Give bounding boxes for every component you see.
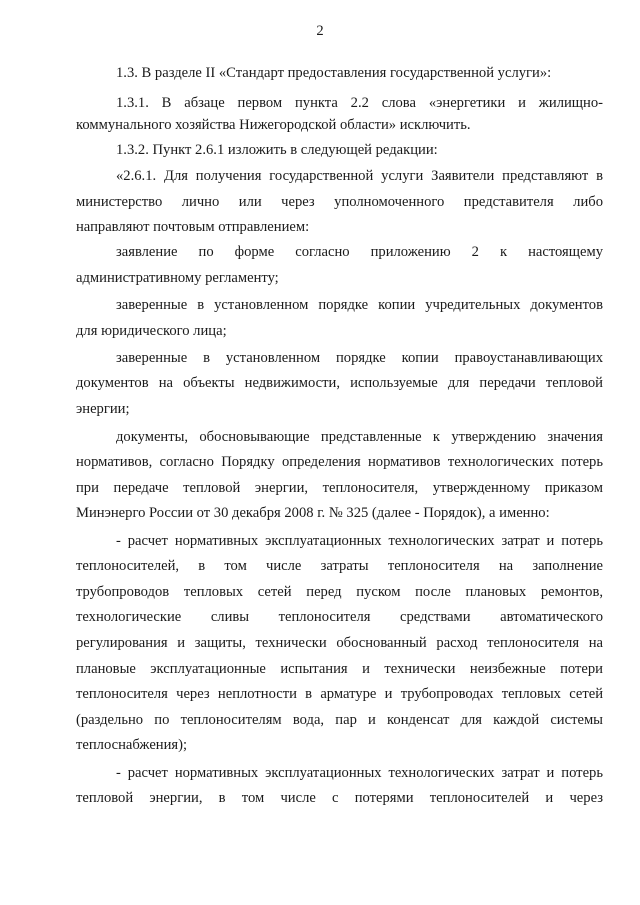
text-line: трубопроводов тепловых сетей перед пуском после плановых ремонтов, [76, 584, 603, 600]
text-line: технологические сливы теплоносителя средствами автоматического [76, 609, 603, 625]
text-line: коммунального хозяйства Нижегородской области» исключить. [76, 117, 471, 133]
text-line: тепловой энергии, в том числе с потерями теплоносителей и через [76, 790, 603, 806]
text-line: для юридического лица; [76, 323, 227, 339]
text-line: при передаче тепловой энергии, теплоносителя, утвержденному приказом [76, 480, 603, 496]
text-line: направляют почтовым отправлением: [76, 219, 310, 235]
text-line: 1.3. В разделе II «Стандарт предоставления государственной услуги»: [116, 65, 552, 81]
text-line: «2.6.1. Для получения государственной услуги Заявители представляют в [116, 168, 603, 184]
text-line: Минэнерго России от 30 декабря 2008 г. № 325 (далее - Порядок), а именно: [76, 505, 550, 521]
text-line: - расчет нормативных эксплуатационных технологических затрат и потерь [116, 533, 603, 549]
text-line: 1.3.1. В абзаце первом пункта 2.2 слова «энергетики и жилищно- [116, 95, 603, 111]
text-line: теплоносителя через неплотности в арматуре и трубопроводах тепловых сетей [76, 686, 603, 702]
text-line: - расчет нормативных эксплуатационных технологических затрат и потерь [116, 765, 603, 781]
text-line: теплоносителей, в том числе затраты теплоносителя на заполнение [76, 558, 603, 574]
text-line: заверенные в установленном порядке копии правоустанавливающих [116, 350, 603, 366]
text-line: документов на объекты недвижимости, используемые для передачи тепловой [76, 375, 603, 391]
text-line: заверенные в установленном порядке копии учредительных документов [116, 297, 603, 313]
text-line: административному регламенту; [76, 270, 279, 286]
text-line: нормативов, согласно Порядку определения нормативов технологических потерь [76, 454, 603, 470]
text-line: (раздельно по теплоносителям вода, пар и конденсат для каждой системы [76, 712, 603, 728]
text-line: энергии; [76, 401, 130, 417]
text-line: министерство лично или через уполномоченного представителя либо [76, 194, 603, 210]
text-line: 1.3.2. Пункт 2.6.1 изложить в следующей редакции: [116, 142, 438, 158]
text-line: документы, обосновывающие представленные к утверждению значения [116, 429, 603, 445]
text-line: плановые эксплуатационные испытания и технически неизбежные потери [76, 661, 603, 677]
text-line: регулирования и защиты, технически обоснованный расход теплоносителя на [76, 635, 603, 651]
page-number: 2 [316, 23, 324, 39]
text-line: заявление по форме согласно приложению 2 к настоящему [116, 244, 603, 260]
text-line: теплоснабжения); [76, 737, 188, 753]
